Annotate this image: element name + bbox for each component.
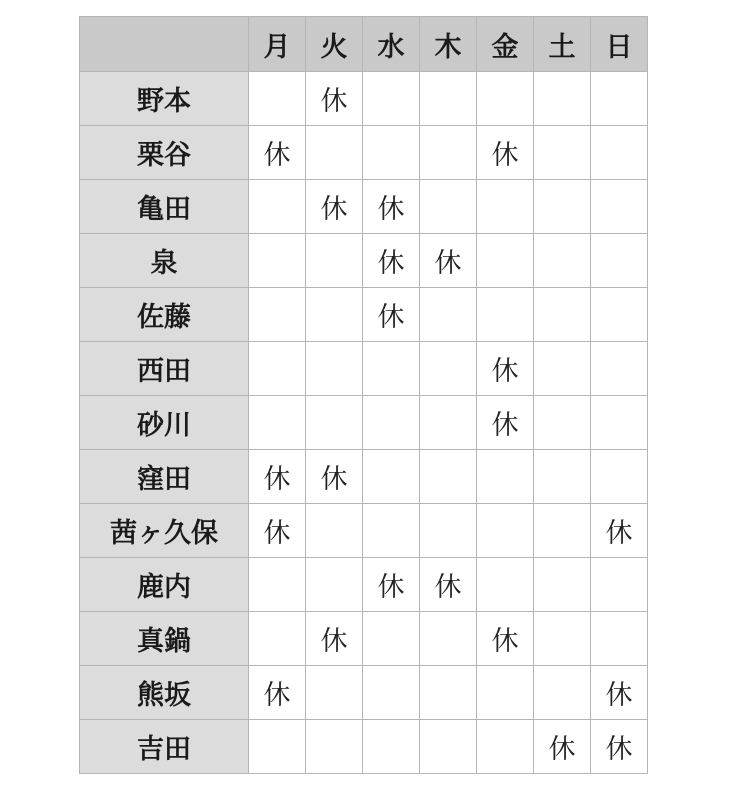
employee-name: 西田	[80, 342, 249, 396]
day-cell-wed	[363, 666, 420, 720]
header-row	[80, 17, 648, 72]
day-cell-tue	[306, 558, 363, 612]
day-cell-sat	[534, 72, 591, 126]
day-cell-thu	[420, 612, 477, 666]
day-cell-sun	[591, 396, 648, 450]
day-cell-sat	[534, 180, 591, 234]
employee-name: 窪田	[80, 450, 249, 504]
day-cell-sat	[534, 612, 591, 666]
day-cell-sun	[591, 234, 648, 288]
day-cell-sat: 休	[534, 720, 591, 774]
day-cell-sun	[591, 180, 648, 234]
day-cell-thu	[420, 666, 477, 720]
employee-name: 吉田	[80, 720, 249, 774]
day-cell-wed	[363, 612, 420, 666]
day-cell-mon: 休	[249, 450, 306, 504]
day-cell-sat	[534, 288, 591, 342]
day-cell-wed: 休	[363, 180, 420, 234]
table-row	[80, 342, 648, 396]
day-cell-fri: 休	[477, 126, 534, 180]
day-cell-sun	[591, 450, 648, 504]
day-cell-tue	[306, 126, 363, 180]
day-cell-thu	[420, 180, 477, 234]
day-cell-sat	[534, 234, 591, 288]
day-cell-fri	[477, 504, 534, 558]
day-cell-sun	[591, 558, 648, 612]
day-cell-tue	[306, 288, 363, 342]
day-cell-wed: 休	[363, 288, 420, 342]
employee-name: 真鍋	[80, 612, 249, 666]
day-cell-thu	[420, 450, 477, 504]
day-cell-fri: 休	[477, 396, 534, 450]
day-cell-tue: 休	[306, 450, 363, 504]
table-row	[80, 450, 648, 504]
day-cell-wed	[363, 504, 420, 558]
day-cell-mon	[249, 558, 306, 612]
table-row	[80, 180, 648, 234]
day-cell-fri	[477, 234, 534, 288]
table-row	[80, 126, 648, 180]
day-cell-sun: 休	[591, 720, 648, 774]
employee-name: 茜ヶ久保	[80, 504, 249, 558]
day-cell-thu	[420, 126, 477, 180]
day-cell-fri: 休	[477, 342, 534, 396]
day-cell-tue	[306, 720, 363, 774]
day-cell-fri: 休	[477, 612, 534, 666]
table-row	[80, 396, 648, 450]
day-cell-tue: 休	[306, 72, 363, 126]
day-cell-sat	[534, 666, 591, 720]
day-cell-tue	[306, 396, 363, 450]
table-row	[80, 720, 648, 774]
employee-name: 泉	[80, 234, 249, 288]
day-cell-wed	[363, 450, 420, 504]
day-cell-sun	[591, 612, 648, 666]
day-header-thu: 木	[420, 17, 477, 72]
schedule-body	[80, 72, 648, 774]
day-cell-sun	[591, 288, 648, 342]
day-cell-mon	[249, 720, 306, 774]
day-cell-sat	[534, 126, 591, 180]
day-cell-fri	[477, 558, 534, 612]
day-cell-mon	[249, 180, 306, 234]
day-cell-fri	[477, 450, 534, 504]
day-header-sun: 日	[591, 17, 648, 72]
day-cell-mon	[249, 234, 306, 288]
day-header-tue: 火	[306, 17, 363, 72]
day-cell-mon: 休	[249, 666, 306, 720]
day-cell-sun: 休	[591, 504, 648, 558]
day-cell-fri	[477, 666, 534, 720]
day-cell-thu: 休	[420, 234, 477, 288]
day-cell-thu	[420, 342, 477, 396]
day-cell-sat	[534, 450, 591, 504]
day-cell-mon: 休	[249, 126, 306, 180]
day-cell-sat	[534, 558, 591, 612]
table-row	[80, 72, 648, 126]
table-row	[80, 666, 648, 720]
day-cell-sun	[591, 342, 648, 396]
day-cell-fri	[477, 720, 534, 774]
day-cell-tue	[306, 504, 363, 558]
day-cell-wed	[363, 720, 420, 774]
day-cell-thu	[420, 72, 477, 126]
day-cell-tue	[306, 234, 363, 288]
day-cell-fri	[477, 180, 534, 234]
table-row	[80, 612, 648, 666]
day-cell-thu	[420, 504, 477, 558]
day-cell-thu	[420, 288, 477, 342]
day-cell-mon	[249, 342, 306, 396]
table-row	[80, 504, 648, 558]
day-cell-fri	[477, 72, 534, 126]
employee-name: 熊坂	[80, 666, 249, 720]
day-cell-mon	[249, 72, 306, 126]
day-off-schedule-table	[79, 16, 648, 774]
table-row	[80, 558, 648, 612]
corner-cell	[80, 17, 249, 72]
day-cell-wed	[363, 126, 420, 180]
day-cell-mon	[249, 612, 306, 666]
day-cell-sun: 休	[591, 666, 648, 720]
day-cell-mon	[249, 396, 306, 450]
day-cell-sat	[534, 342, 591, 396]
day-cell-sun	[591, 126, 648, 180]
table-row	[80, 288, 648, 342]
day-cell-wed: 休	[363, 234, 420, 288]
day-cell-thu	[420, 396, 477, 450]
table-row	[80, 234, 648, 288]
day-cell-thu: 休	[420, 558, 477, 612]
day-cell-wed	[363, 342, 420, 396]
employee-name: 砂川	[80, 396, 249, 450]
employee-name: 亀田	[80, 180, 249, 234]
day-cell-tue: 休	[306, 612, 363, 666]
day-cell-sun	[591, 72, 648, 126]
day-cell-thu	[420, 720, 477, 774]
employee-name: 鹿内	[80, 558, 249, 612]
employee-name: 佐藤	[80, 288, 249, 342]
day-cell-wed	[363, 72, 420, 126]
employee-name: 野本	[80, 72, 249, 126]
day-cell-tue	[306, 666, 363, 720]
day-cell-wed	[363, 396, 420, 450]
day-cell-fri	[477, 288, 534, 342]
day-cell-tue: 休	[306, 180, 363, 234]
day-header-sat: 土	[534, 17, 591, 72]
day-cell-sat	[534, 396, 591, 450]
day-header-mon: 月	[249, 17, 306, 72]
employee-name: 栗谷	[80, 126, 249, 180]
day-cell-tue	[306, 342, 363, 396]
day-cell-mon: 休	[249, 504, 306, 558]
day-header-wed: 水	[363, 17, 420, 72]
day-cell-mon	[249, 288, 306, 342]
day-cell-sat	[534, 504, 591, 558]
day-header-fri: 金	[477, 17, 534, 72]
day-cell-wed: 休	[363, 558, 420, 612]
